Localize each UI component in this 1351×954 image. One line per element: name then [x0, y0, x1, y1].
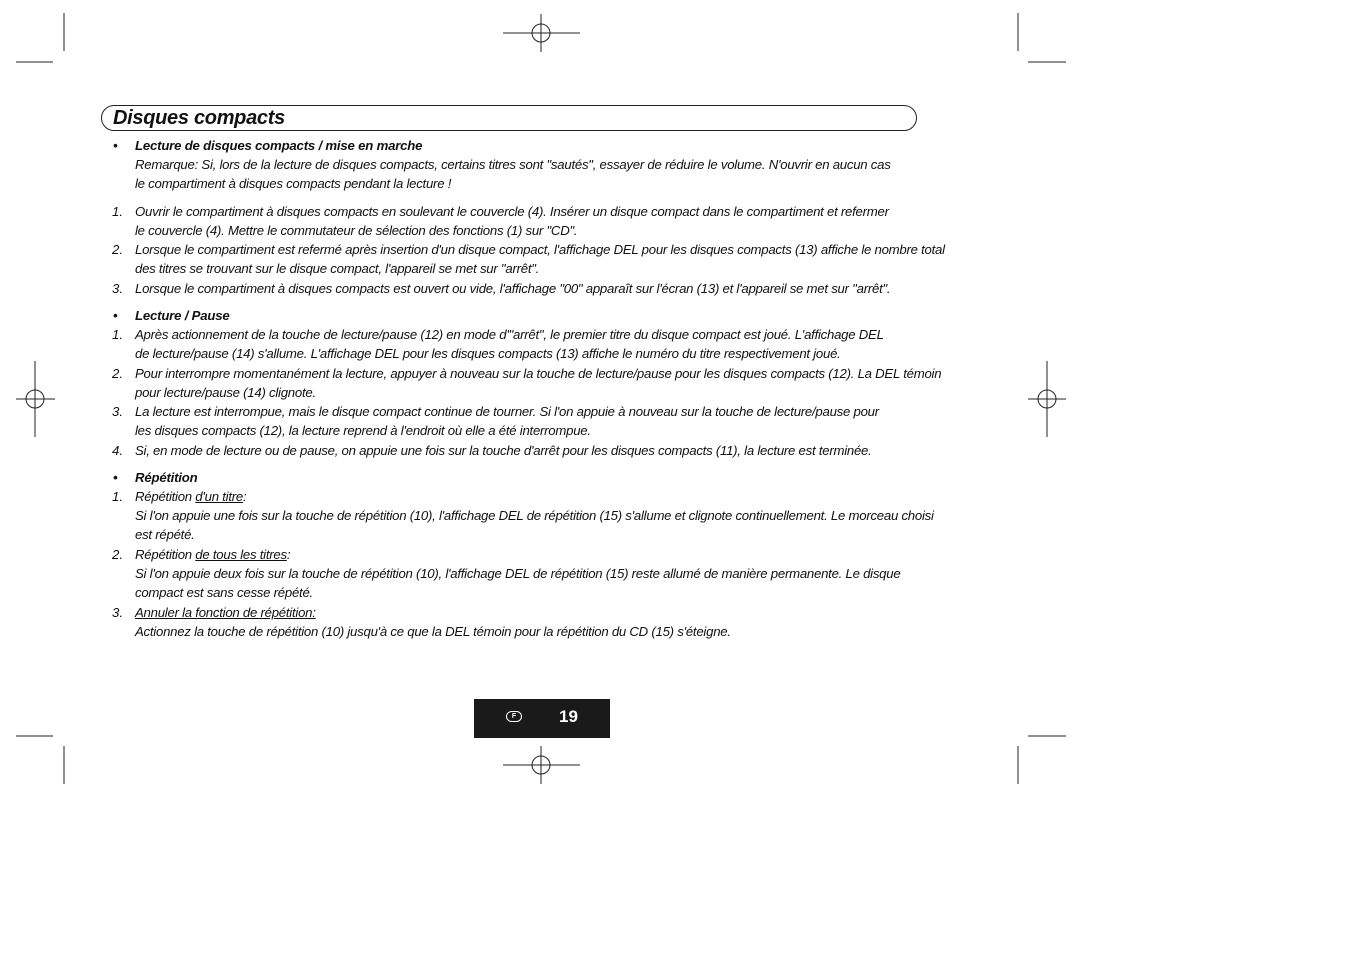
- item-text: des titres se trouvant sur le disque compact, l'appareil se met sur "arrêt".: [135, 261, 540, 277]
- bullet-marker: •: [113, 308, 118, 323]
- list-item: [135, 487, 934, 545]
- section-heading-play-pause: Lecture / Pause: [135, 308, 230, 323]
- item-label: Annuler la fonction de répétition:: [135, 605, 316, 620]
- page-footer-tab: [474, 699, 610, 738]
- item-text: Si, en mode de lecture ou de pause, on appuie une fois sur la touche d'arrêt pour les disques compacts (11), la lecture est terminée.: [135, 443, 872, 458]
- label-underlined: d'un titre: [195, 489, 243, 504]
- item-text: Lorsque le compartiment à disques compacts est ouvert ou vide, l'affichage "00" apparaît sur l'écran (13) et l'appareil se met sur "arrêt".: [135, 281, 891, 296]
- item-text: est répété.: [135, 527, 195, 543]
- item-text: Si l'on appuie une fois sur la touche de répétition (10), l'affichage DEL de répétition (15) s'allume et clignote continuellement. Le morceau choisi: [135, 508, 934, 524]
- list-item: [135, 279, 890, 298]
- item-number: 2.: [112, 242, 123, 257]
- list-item: [135, 402, 879, 440]
- item-text: La lecture est interrompue, mais le disque compact continue de tourner. Si l'on appuie à nouveau sur la touche de lecture/pause pour: [135, 404, 879, 419]
- item-text: Ouvrir le compartiment à disques compacts en soulevant le couvercle (4). Insérer un disque compact dans le compartiment et refermer: [135, 204, 889, 219]
- label-prefix: Répétition: [135, 489, 196, 504]
- item-text: les disques compacts (12), la lecture reprend à l'endroit où elle a été interrompue.: [135, 423, 591, 439]
- remark-line: Remarque: Si, lors de la lecture de disques compacts, certains titres sont "sautés", essayer de réduire le volume. N'ouvrir en aucun cas: [135, 157, 891, 172]
- item-text: le couvercle (4). Mettre le commutateur de sélection des fonctions (1) sur "CD".: [135, 223, 578, 239]
- remark-line: le compartiment à disques compacts pendant la lecture !: [135, 176, 452, 192]
- item-text: Après actionnement de la touche de lecture/pause (12) en mode d'"arrêt", le premier titre du disque compact est joué. L'affichage DEL: [135, 327, 884, 342]
- item-label: [135, 487, 934, 506]
- section-heading-cd-start: Lecture de disques compacts / mise en marche: [135, 138, 423, 153]
- page-number: 19: [559, 707, 578, 726]
- item-number: 2.: [112, 366, 123, 381]
- bullet-marker: •: [113, 138, 118, 153]
- label-underlined: de tous les titres: [195, 547, 287, 562]
- item-number: 4.: [112, 443, 123, 458]
- item-text: pour lecture/pause (14) clignote.: [135, 385, 316, 401]
- item-text: Pour interrompre momentanément la lecture, appuyer à nouveau sur la touche de lecture/pause pour les disques compacts (12). La DEL témoin: [135, 366, 942, 381]
- remark-note: [135, 155, 891, 193]
- list-item: [135, 545, 900, 603]
- language-badge: F: [506, 711, 522, 722]
- item-number: 1.: [112, 489, 123, 504]
- list-item: [135, 240, 945, 278]
- page-title: Disques compacts: [113, 107, 285, 129]
- label-suffix: :: [286, 547, 291, 562]
- section-heading-repeat: Répétition: [135, 470, 198, 485]
- bullet-marker: •: [113, 470, 118, 485]
- item-text: Si l'on appuie deux fois sur la touche de répétition (10), l'affichage DEL de répétition (15) reste allumé de manière permanente. Le disque: [135, 566, 901, 582]
- list-item: [135, 603, 731, 641]
- item-label: [135, 545, 900, 564]
- item-number: 3.: [112, 605, 123, 620]
- list-item: [135, 202, 889, 240]
- list-item: [135, 441, 872, 460]
- item-number: 3.: [112, 281, 123, 296]
- item-number: 1.: [112, 327, 123, 342]
- list-item: [135, 364, 941, 402]
- item-number: 1.: [112, 204, 123, 219]
- item-number: 3.: [112, 404, 123, 419]
- label-prefix: Répétition: [135, 547, 196, 562]
- item-text: de lecture/pause (14) s'allume. L'affichage DEL pour les disques compacts (13) affiche le numéro du titre respectivement joué.: [135, 346, 841, 362]
- item-number: 2.: [112, 547, 123, 562]
- label-suffix: :: [242, 489, 247, 504]
- item-text: Actionnez la touche de répétition (10) jusqu'à ce que la DEL témoin pour la répétition du CD (15) s'éteigne.: [135, 624, 731, 640]
- item-text: Lorsque le compartiment est refermé après insertion d'un disque compact, l'affichage DEL pour les disques compacts (13) affiche le nombre total: [135, 242, 945, 257]
- item-text: compact est sans cesse répété.: [135, 585, 313, 601]
- list-item: [135, 325, 884, 363]
